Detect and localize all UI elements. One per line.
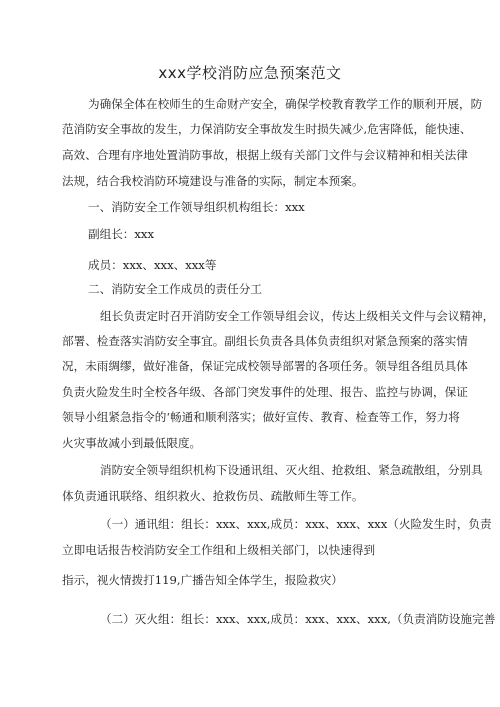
paragraph-line: 成员：xxx、xxx、xxx等 [88, 258, 217, 272]
paragraph-line: 消防安全领导组织机构下设通讯组、灭火组、抢救组、紧急疏散组，分别具 [100, 463, 483, 477]
paragraph-line: 为确保全体在校师生的生命财产安全，确保学校教育教学工作的顺利开展，防 [88, 97, 483, 111]
paragraph-line: 指示，视火情拨打119,广播告知全体学生，报险救灾） [62, 573, 343, 587]
paragraph-line: 况，未雨绸缪，做好准备，保证完成校领导部署的各项任务。领导组各组员具体 [62, 359, 468, 373]
paragraph-line: 负责火险发生时全校各年级、各部门突发事件的处理、报告、监控与协调，保证 [62, 385, 468, 399]
paragraph-line: 高效、合理有序地处置消防事故，根据上级有关部门文件与会议精神和相关法律 [62, 148, 468, 162]
paragraph-line: 法规，结合我校消防环境建设与准备的实际，制定本预案。 [62, 174, 364, 188]
paragraph-line: （一）通讯组：组长：xxx、xxx,成员：xxx、xxx、xxx（火险发生时，负责 [100, 517, 492, 531]
paragraph-line: 领导小组紧急指令的‘畅通和顺利落实；做好宣传、教育、检查等工作，努力将 [62, 410, 460, 424]
section-heading: 一、消防安全工作领导组织机构组长：xxx [88, 200, 305, 214]
paragraph-line: 范消防安全事故的发生，力保消防安全事故发生时损失减少,危害降低，能快速、 [62, 122, 472, 136]
section-heading: 二、消防安全工作成员的责任分工 [88, 282, 262, 296]
paragraph-line: 体负责通讯联络、组织救火、抢救伤员、疏散师生等工作。 [62, 489, 364, 503]
paragraph-line: 火灾事故减小到最低限度。 [62, 436, 202, 450]
document-title: xxx学校消防应急预案范文 [158, 64, 342, 82]
paragraph-line: 副组长：xxx [88, 227, 154, 241]
paragraph-line: 立即电话报告校消防安全工作组和上级相关部门，以快速得到 [62, 543, 376, 557]
paragraph-line: 部署、检查落实消防安全事宜。副组长负责各具体负责组织对紧急预案的落实情 [62, 334, 468, 348]
paragraph-line: （二）灭火组：组长：xxx、xxx,成员：xxx、xxx、xxx,（负责消防设施完善 [100, 612, 496, 626]
paragraph-line: 组长负责定时召开消防安全工作领导组会议，传达上级相关文件与会议精神， [100, 309, 495, 323]
